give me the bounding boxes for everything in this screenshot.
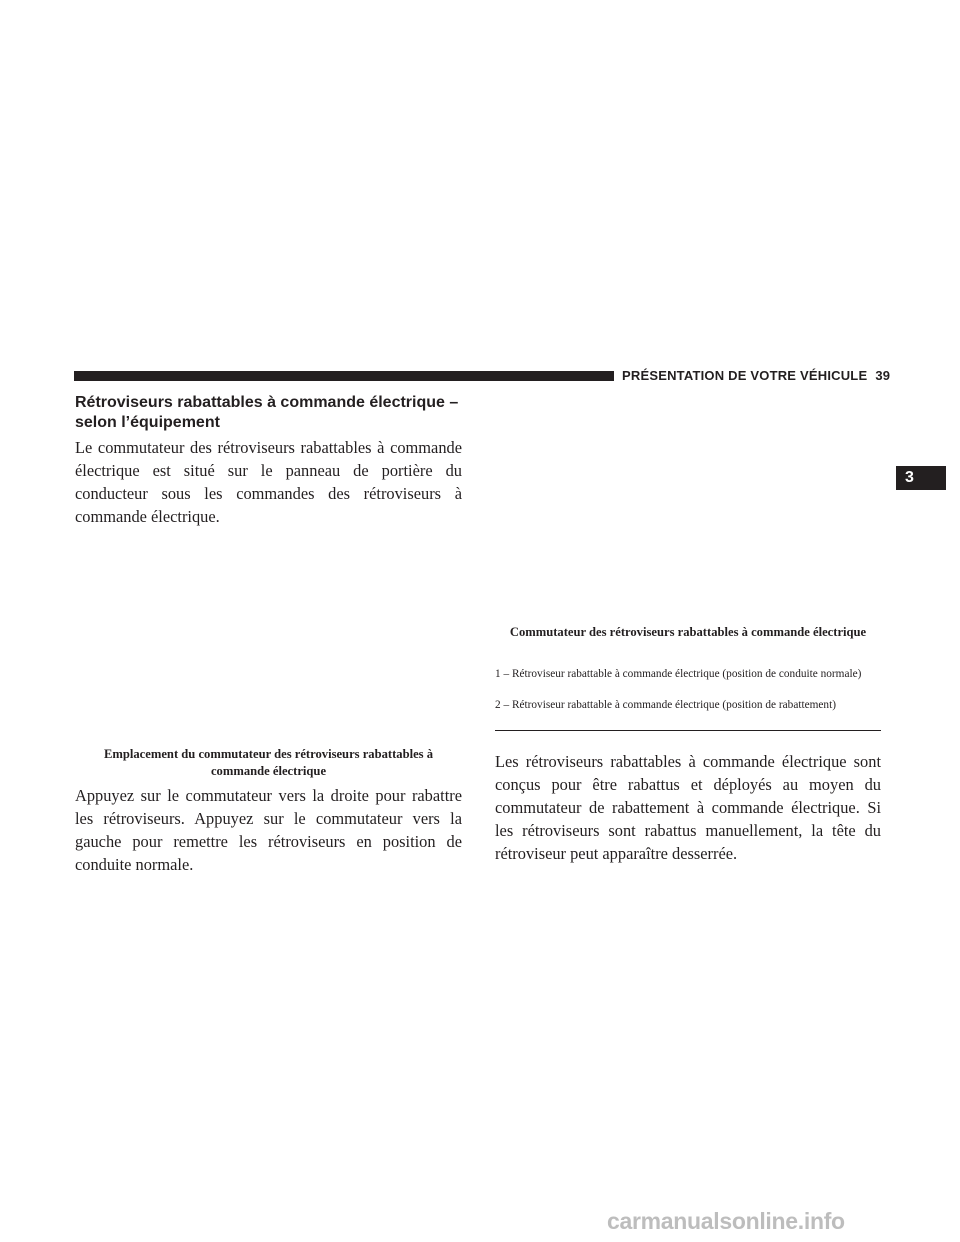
page-number: 39	[875, 368, 891, 383]
mirror-fold-paragraph: Les rétroviseurs rabattables à commande électrique sont conçus pour être rabattus et déployés au moyen du commutateur de rabattement à commande électrique. Si les rétroviseurs sont rabattus manuellement, la tête du rétroviseur peut apparaître desserrée.	[495, 752, 881, 863]
switch-location-figure	[75, 528, 462, 738]
legend-item-2: 2 – Rétroviseur rabattable à commande électrique (position de rabattement)	[495, 699, 836, 711]
switch-figure	[495, 395, 881, 617]
header-rule	[74, 371, 614, 381]
instructions-paragraph: Appuyez sur le commutateur vers la droite pour rabattre les rétroviseurs. Appuyez sur le commutateur vers la gauche pour remettre les rétroviseurs en position de conduite normale.	[75, 786, 462, 874]
intro-paragraph: Le commutateur des rétroviseurs rabattables à commande électrique est situé sur le panneau de portière du conducteur sous les commandes des rétroviseurs à commande électrique.	[75, 438, 462, 526]
legend-rule	[495, 730, 881, 731]
legend-item-1: 1 – Rétroviseur rabattable à commande électrique (position de conduite normale)	[495, 668, 862, 680]
running-header	[622, 368, 891, 384]
running-header-title: PRÉSENTATION DE VOTRE VÉHICULE	[622, 368, 868, 383]
chapter-tab: 3	[896, 466, 946, 490]
switch-caption: Commutateur des rétroviseurs rabattables à commande électrique	[509, 625, 867, 639]
switch-location-caption: Emplacement du commutateur des rétroviseurs rabattables à commande électrique	[103, 747, 434, 778]
footer-watermark: carmanualsonline.info	[607, 1208, 845, 1234]
section-heading: Rétroviseurs rabattables à commande électrique – selon l’équipement	[75, 394, 459, 431]
